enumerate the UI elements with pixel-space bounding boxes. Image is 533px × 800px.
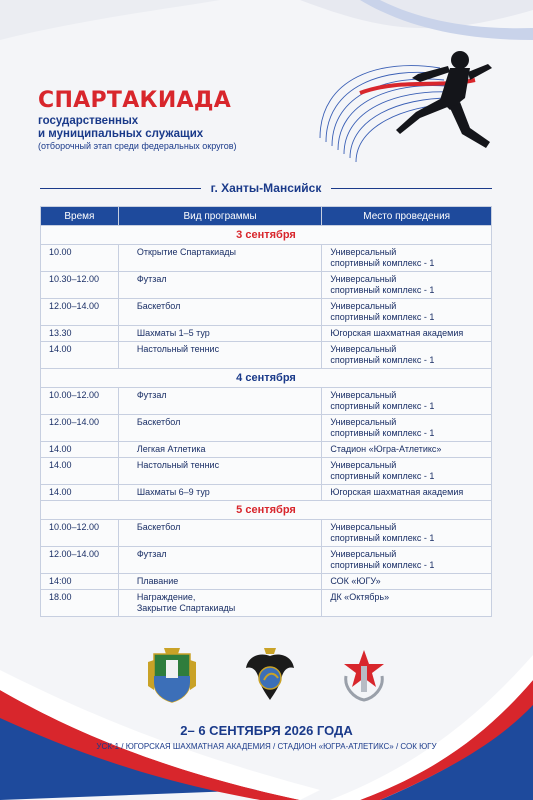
- table-row: [41, 547, 492, 574]
- event-cell: Баскетбол: [118, 299, 322, 326]
- time-cell: 10.00–12.00: [41, 520, 119, 547]
- event-cell: Открытие Спартакиады: [118, 245, 322, 272]
- venue-line: Универсальный: [330, 247, 397, 257]
- venue-cell: [322, 458, 492, 485]
- event-cell: Плавание: [118, 574, 322, 590]
- venue-line: Универсальный: [330, 549, 397, 559]
- venue-cell: [322, 415, 492, 442]
- time-cell: 12.00–14.00: [41, 299, 119, 326]
- venue-cell: [322, 272, 492, 299]
- day-label: 5 сентября: [41, 501, 492, 520]
- time-cell: 14.00: [41, 458, 119, 485]
- day-row: [41, 369, 492, 388]
- column-header-time: Время: [41, 207, 119, 226]
- table-row: [41, 590, 492, 617]
- time-cell: 14.00: [41, 342, 119, 369]
- venue-line: Универсальный: [330, 301, 397, 311]
- venue-line: спортивный комплекс - 1: [330, 533, 435, 543]
- venue-cell: [322, 520, 492, 547]
- venue-line: спортивный комплекс - 1: [330, 471, 435, 481]
- table-row: [41, 272, 492, 299]
- day-row: [41, 501, 492, 520]
- table-row: [41, 520, 492, 547]
- sports-star-emblem-icon: [336, 646, 392, 704]
- venue-line: спортивный комплекс - 1: [330, 401, 435, 411]
- event-cell: Баскетбол: [118, 520, 322, 547]
- venue-line: Универсальный: [330, 344, 397, 354]
- venue-cell: [322, 388, 492, 415]
- venue-line: спортивный комплекс - 1: [330, 560, 435, 570]
- subtitle-line-2: и муниципальных служащих: [38, 128, 204, 140]
- schedule-table: [40, 206, 492, 617]
- event-cell: Футзал: [118, 388, 322, 415]
- event-cell: Шахматы 1–5 тур: [118, 326, 322, 342]
- venue-cell: СОК «ЮГУ»: [322, 574, 492, 590]
- venue-line: спортивный комплекс - 1: [330, 428, 435, 438]
- time-cell: 10.00–12.00: [41, 388, 119, 415]
- event-cell: [118, 590, 322, 617]
- venue-line: Универсальный: [330, 274, 397, 284]
- venue-cell: [322, 342, 492, 369]
- divider: [331, 188, 492, 189]
- venue-list: УСК-1 / ЮГОРСКАЯ ШАХМАТНАЯ АКАДЕМИЯ / СТАДИОН «ЮГРА-АТЛЕТИКС» / СОК ЮГУ: [96, 742, 437, 751]
- event-cell: Настольный теннис: [118, 458, 322, 485]
- russia-eagle-emblem-icon: [242, 646, 298, 704]
- venue-line: спортивный комплекс - 1: [330, 355, 435, 365]
- venue-line: спортивный комплекс - 1: [330, 258, 435, 268]
- column-header-venue: Место проведения: [322, 207, 492, 226]
- city-label: г. Ханты-Мансийск: [210, 181, 322, 195]
- table-row: [41, 299, 492, 326]
- event-cell: Настольный теннис: [118, 342, 322, 369]
- venue-line: спортивный комплекс - 1: [330, 312, 435, 322]
- venue-cell: [322, 547, 492, 574]
- table-row: [41, 326, 492, 342]
- emblems: [140, 646, 400, 704]
- divider: [40, 188, 201, 189]
- event-cell: Футзал: [118, 547, 322, 574]
- venue-line: Универсальный: [330, 522, 397, 532]
- time-cell: 10.00: [41, 245, 119, 272]
- table-row: [41, 442, 492, 458]
- table-header-row: [41, 207, 492, 226]
- event-cell: Шахматы 6–9 тур: [118, 485, 322, 501]
- day-row: [41, 226, 492, 245]
- subtitle-note: (отборочный этап среди федеральных округов): [38, 141, 237, 151]
- venue-cell: [322, 245, 492, 272]
- subtitle-line-1: государственных: [38, 115, 139, 127]
- event-cell: Баскетбол: [118, 415, 322, 442]
- time-cell: 14.00: [41, 485, 119, 501]
- day-label: 4 сентября: [41, 369, 492, 388]
- table-row: [41, 574, 492, 590]
- table-row: [41, 415, 492, 442]
- event-line: Закрытие Спартакиады: [136, 603, 236, 613]
- table-row: [41, 485, 492, 501]
- event-cell: Легкая Атлетика: [118, 442, 322, 458]
- time-cell: 10.30–12.00: [41, 272, 119, 299]
- venue-cell: [322, 299, 492, 326]
- venue-line: Универсальный: [330, 390, 397, 400]
- table-row: [41, 245, 492, 272]
- time-cell: 13.30: [41, 326, 119, 342]
- event-line: Награждение,: [136, 592, 196, 602]
- table-row: [41, 342, 492, 369]
- time-cell: 14:00: [41, 574, 119, 590]
- event-dates: 2– 6 СЕНТЯБРЯ 2026 ГОДА: [180, 723, 353, 738]
- column-header-event: Вид программы: [118, 207, 322, 226]
- time-cell: 12.00–14.00: [41, 415, 119, 442]
- venue-cell: ДК «Октябрь»: [322, 590, 492, 617]
- yugra-coat-of-arms-icon: [144, 646, 200, 704]
- table-row: [41, 388, 492, 415]
- event-cell: Футзал: [118, 272, 322, 299]
- venue-line: Универсальный: [330, 460, 397, 470]
- venue-line: Универсальный: [330, 417, 397, 427]
- page-title: СПАРТАКИАДА: [38, 88, 232, 113]
- time-cell: 18.00: [41, 590, 119, 617]
- day-label: 3 сентября: [41, 226, 492, 245]
- header: [38, 88, 338, 152]
- time-cell: 12.00–14.00: [41, 547, 119, 574]
- table-row: [41, 458, 492, 485]
- venue-cell: Стадион «Югра-Атлетикс»: [322, 442, 492, 458]
- venue-line: спортивный комплекс - 1: [330, 285, 435, 295]
- city-row: [40, 180, 492, 196]
- time-cell: 14.00: [41, 442, 119, 458]
- venue-cell: Югорская шахматная академия: [322, 485, 492, 501]
- venue-cell: Югорская шахматная академия: [322, 326, 492, 342]
